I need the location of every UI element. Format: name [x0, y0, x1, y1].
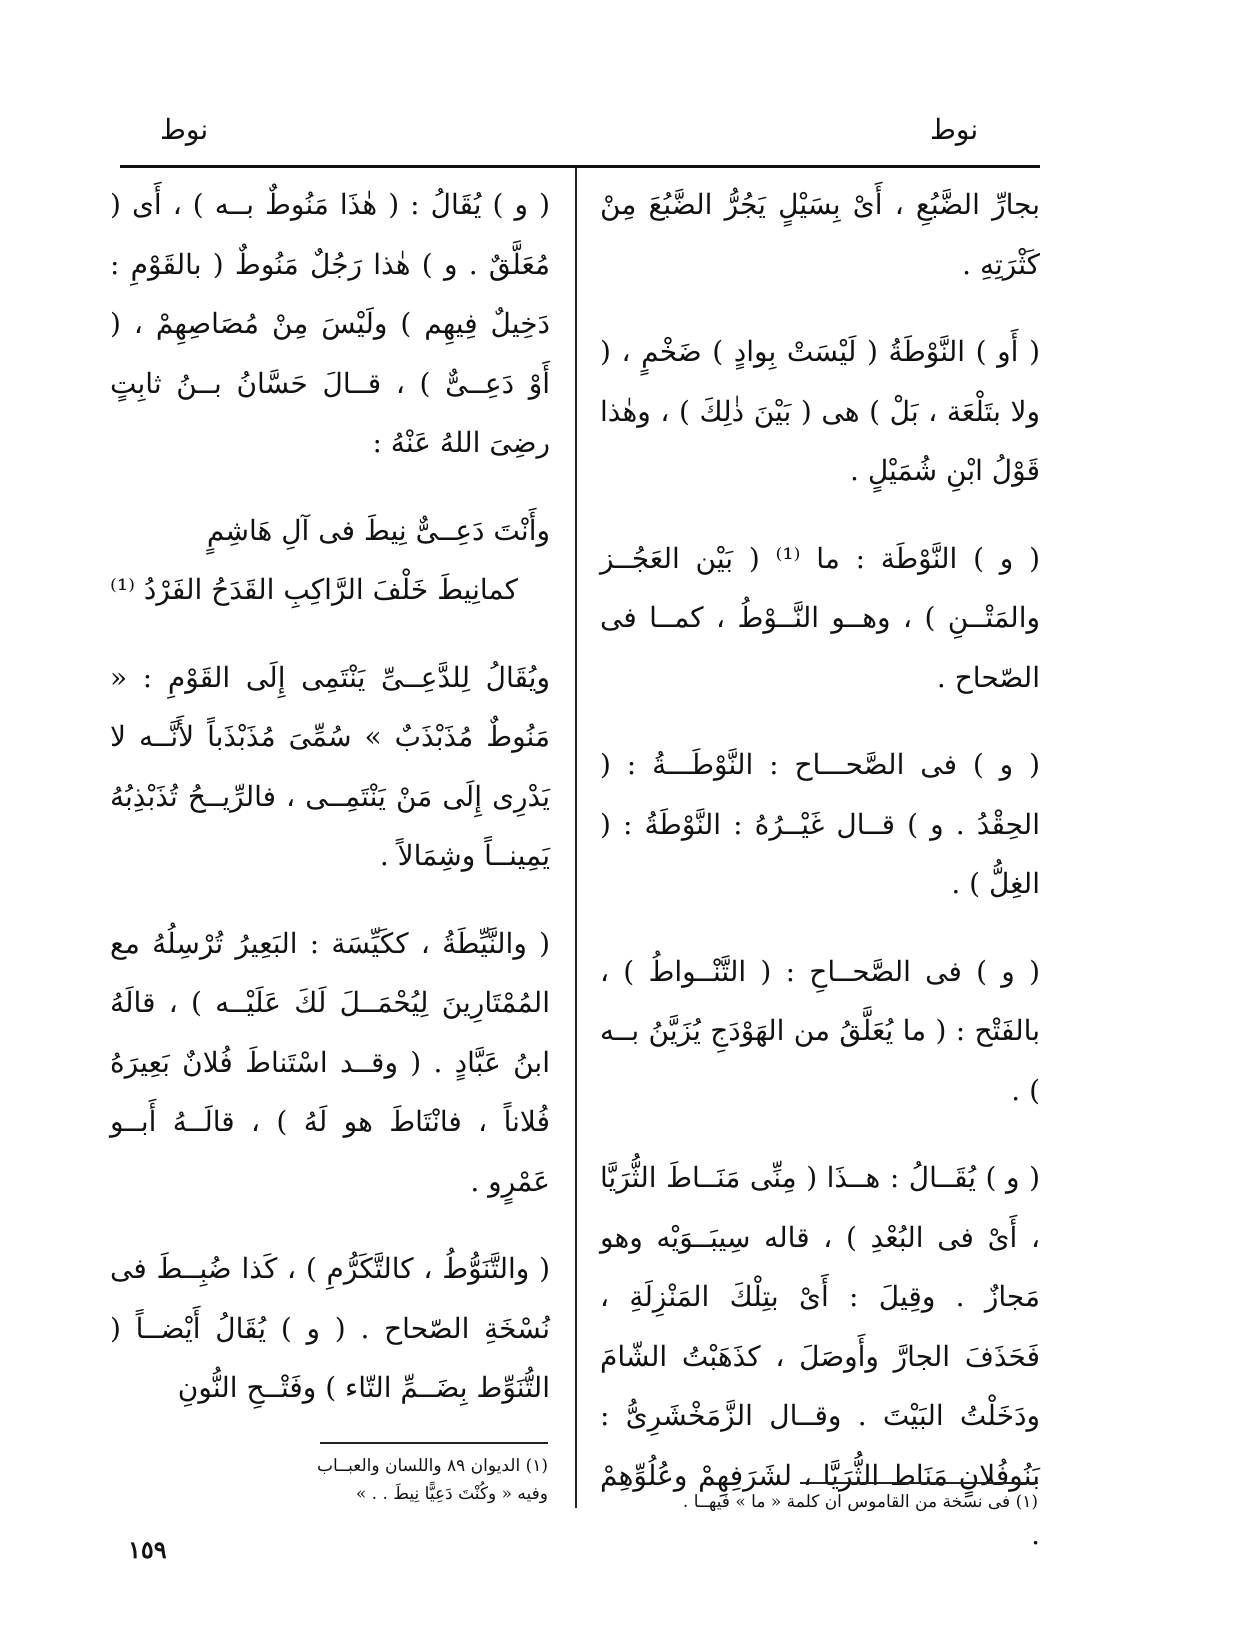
footnote-line: (١) الديوان ٨٩ واللسان والعبــاب [316, 1456, 548, 1476]
entry-paragraph: ( و ) يُقَالُ : ( هٰذَا مَنُوطٌ بــه ) ، أَى ( مُعَلَّقٌ . و ) هٰذا رَجُلٌ مَنُوطٌ ( بالقَوْمِ : دَخِيلٌ فِيهِم ) ولَيْسَ مِنْ مُصَاصِهِمْ ، ( أَوْ دَعِــىٌّ ) ، قــالَ حَسَّانُ بــنُ ثابِتٍ رضِىَ اللهُ عَنْهُ : [110, 188, 550, 459]
entry-paragraph: ( والنَّيِّطَةُ ، ككَيِّسَة : البَعِيرُ تُرْسِلُهُ مع المُمْتَارِينَ لِيُحْمَــلَ لَكَ عَلَيْــه ) ، قالَهُ ابنُ عَبَّادٍ . ( وقــد اسْتَناطَ فُلانٌ بَعِيرَهُ فُلاناً ، فانْتَاطَ هو لَهُ ) ، قالَــهُ أَبــو عَمْرٍو . [110, 926, 550, 1198]
entry-paragraph: ( أَو ) النَّوْطَةُ ( لَيْسَتْ بِوادٍ ) ضَخْمٍ ، ( ولا بتَلْعَة ، بَلْ ) هى ( بَيْنَ ذٰلِكَ ) ، وهٰذا قَوْلُ ابْنِ شُمَيْلٍ . [600, 335, 1040, 487]
page-number: ١٥٩ [128, 1535, 167, 1564]
verse-hemistich-2: كمانِيطَ خَلْفَ الرَّاكِبِ القَدَحُ الفَرْدُ ⁽¹⁾ [110, 573, 518, 606]
entry-paragraph: ( والتَّنَوُّطُ ، كالتَّكَرُّمِ ) ، كَذا ضُبِــطَ فى نُسْخَةِ الصّحاح . ( و ) يُقَالُ أَيْضــاً ( التُّنَوِّط بِضَــمِّ التّاء ) وفَتْــحِ النُّونِ [110, 1252, 550, 1404]
footnote-rule-left [320, 1442, 548, 1444]
header-rule [120, 165, 1040, 168]
entry-paragraph: ( و ) يُقَــالُ : هــذَا ( مِنِّى مَنَــاطَ الثُّرَيَّا ، أَىْ فى البُعْدِ ) ، قاله سِيبَــوَيْه وهو مَجازٌ . وقِيلَ : أَىْ بتِلْكَ المَنْزِلَةِ ، فَحَذَفَ الجارَّ وأَوصَلَ ، كذَهَبْتُ الشّامَ ودَخَلْتُ البَيْتَ . وقــال الزَّمَخْشَرِىُّ : بَنُوفُلانٍ مَنَاط الثُّرَيَّا ، لشَرَفِهِمْ وعُلُوِّهِمْ . [600, 1161, 1040, 1551]
right-column [600, 175, 1040, 1593]
entry-paragraph: ( و ) النَّوْطَة : ما ⁽¹⁾ ( بَيْن العَجُــز والمَتْــنِ ) ، وهــو النَّــوْطُ ، كمــا فى الصّحاح . [600, 541, 1040, 694]
footnote-left [200, 1452, 548, 1508]
verse-hemistich-1: وأَنْتَ دَعِــىٌّ نِيطَ فى آلِ هَاشِمٍ [206, 513, 550, 547]
entry-paragraph: بجارِّ الضَّبُعِ ، أَىْ بِسَيْلٍ يَجُرُّ الضَّبُعَ مِنْ كَثْرَتِهِ . [600, 188, 1040, 281]
footnote-line: وفيه « وكُنْتَ دَعِيًّا نِيطَ . . » [355, 1484, 548, 1504]
poetry-verse [110, 501, 550, 620]
entry-paragraph: ويُقَالُ لِلدَّعِــىِّ يَنْتَمِى إِلَى القَوْمِ : « مَنُوطٌ مُذَبْذَبٌ » سُمِّىَ مُذَبْذَباً لأَنَّــه لا يَدْرِى إِلَى مَنْ يَنْتَمِــى ، فالرِّيــحُ تُذَبْذِبُهُ يَمِينــاً وشِمَالاً . [110, 660, 550, 872]
footnote-right: (١) فى نسخة من القاموس ان كلمة « ما » فيهــا . [682, 1492, 1038, 1512]
running-header-left: نوط [160, 113, 209, 146]
entry-paragraph: ( و ) فى الصَّحــاحِ : ( التَّنْــواطُ ) ، بالفَتْح : ( ما يُعَلَّقُ من الهَوْدَجِ يُزَيَّنُ بــه ) . [600, 954, 1040, 1107]
entry-paragraph: ( و ) فى الصَّحـــاح : النَّوْطَـــةُ : ( الحِقْدُ . و ) قــال غَيْــرُهُ : النَّوْطَةُ : ( الغِلُّ ) . [600, 748, 1040, 900]
footnote-rule-right [800, 1482, 1038, 1484]
column-divider [575, 168, 577, 1508]
running-header-right: نوط [930, 113, 979, 146]
left-column [110, 175, 550, 1446]
